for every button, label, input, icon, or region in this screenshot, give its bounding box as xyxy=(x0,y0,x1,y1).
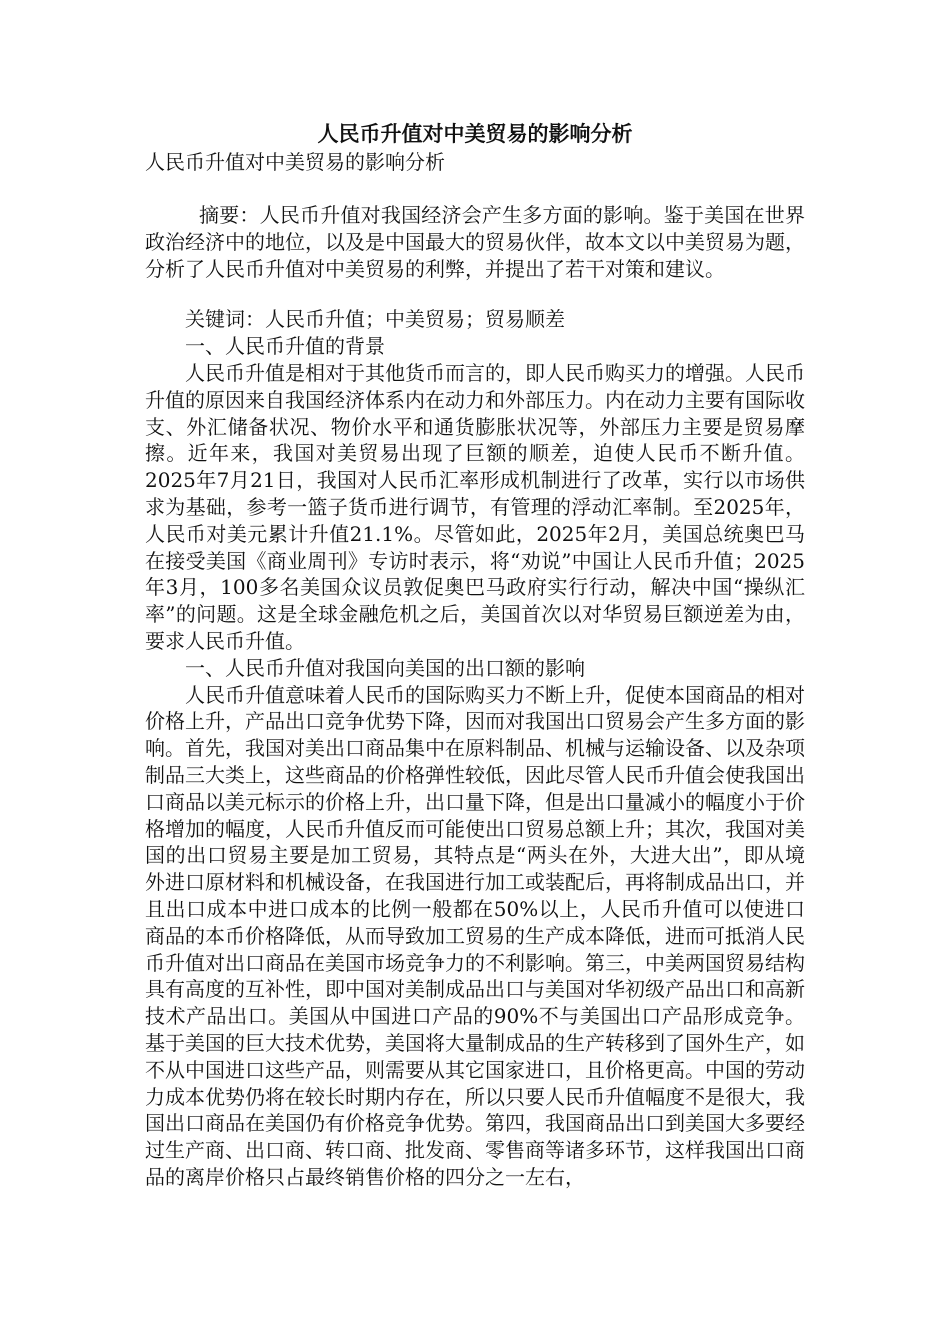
section-heading: 一、人民币升值的背景 xyxy=(185,334,385,359)
section-body: 人民币升值是相对于其他货币而言的，即人民币购买力的增强。人民币升值的原因来自我国经济体系内在动力和外部压力。内在动力主要有国际收支、外汇储备状况、物价水平和通货膨胀状况等，外部压力主要是贸易摩擦。近年来，我国对美贸易出现了巨额的顺差，迫使人民币不断升值。2025年7月21日，我国对人民币汇率形成机制进行了改革，实行以市场供求为基础，参考一篮子货币进行调节，有管理的浮动汇率制。至2025年，人民币对美元累计升值21.1%。尽管如此，2025年2月，美国总统奥巴马在接受美国《商业周刊》专访时表示，将“劝说”中国让人民币升值；2025年3月，100多名美国众议员敦促奥巴马政府实行行动，解决中国“操纵汇率”的问题。这是全球金融危机之后，美国首次以对华贸易巨额逆差为由，要求人民币升值。 xyxy=(145,360,805,653)
section-body: 人民币升值意味着人民币的国际购买力不断上升，促使本国商品的相对价格上升，产品出口竞争优势下降，因而对我国出口贸易会产生多方面的影响。首先，我国对美出口商品集中在原料制品、机械与运输设备、以及杂项制品三大类上，这些商品的价格弹性较低，因此尽管人民币升值会使我国出口商品以美元标示的价格上升，出口量下降，但是出口量减小的幅度小于价格增加的幅度，人民币升值反而可能使出口贸易总额上升；其次，我国对美国的出口贸易主要是加工贸易，其特点是“两头在外，大进大出”，即从境外进口原材料和机械设备，在我国进行加工或装配后，再将制成品出口，并且出口成本中进口成本的比例一般都在50%以上，人民币升值可以使进口商品的本币价格降低，从而导致加工贸易的生产成本降低，进而可抵消人民币升值对出口商品在美国市场竞争力的不利影响。第三，中美两国贸易结构具有高度的互补性，即中国对美制成品出口与美国对华初级产品出口和高新技术产品出口。美国从中国进口产品的90%不与美国出口产品形成竞争。基于美国的巨大技术优势，美国将大量制成品的生产转移到了国外生产，如不从中国进口这些产品，则需要从其它国家进口，且价格更高。中国的劳动力成本优势仍将在较长时期内存在，所以只要人民币升值幅度不是很大，我国出口商品在美国仍有价格竞争优势。第四，我国商品出口到美国大多要经过生产商、出口商、转口商、批发商、零售商等诸多环节，这样我国出口商品的离岸价格只占最终销售价格的四分之一左右， xyxy=(145,682,805,1189)
section-heading: 一、人民币升值对我国向美国的出口额的影响 xyxy=(185,655,585,680)
document-title: 人民币升值对中美贸易的影响分析 xyxy=(317,121,633,146)
document-subtitle: 人民币升值对中美贸易的影响分析 xyxy=(145,150,445,174)
document-page xyxy=(145,120,805,1191)
spacer xyxy=(145,282,805,306)
abstract-paragraph: 摘要：人民币升值对我国经济会产生多方面的影响。鉴于美国在世界政治经济中的地位，以及是中国最大的贸易伙伴，故本文以中美贸易为题，分析了人民币升值对中美贸易的利弊，并提出了若干对策和建议。 xyxy=(145,203,805,281)
keywords-line: 关键词：人民币升值；中美贸易；贸易顺差 xyxy=(185,307,565,332)
spacer xyxy=(145,176,805,202)
